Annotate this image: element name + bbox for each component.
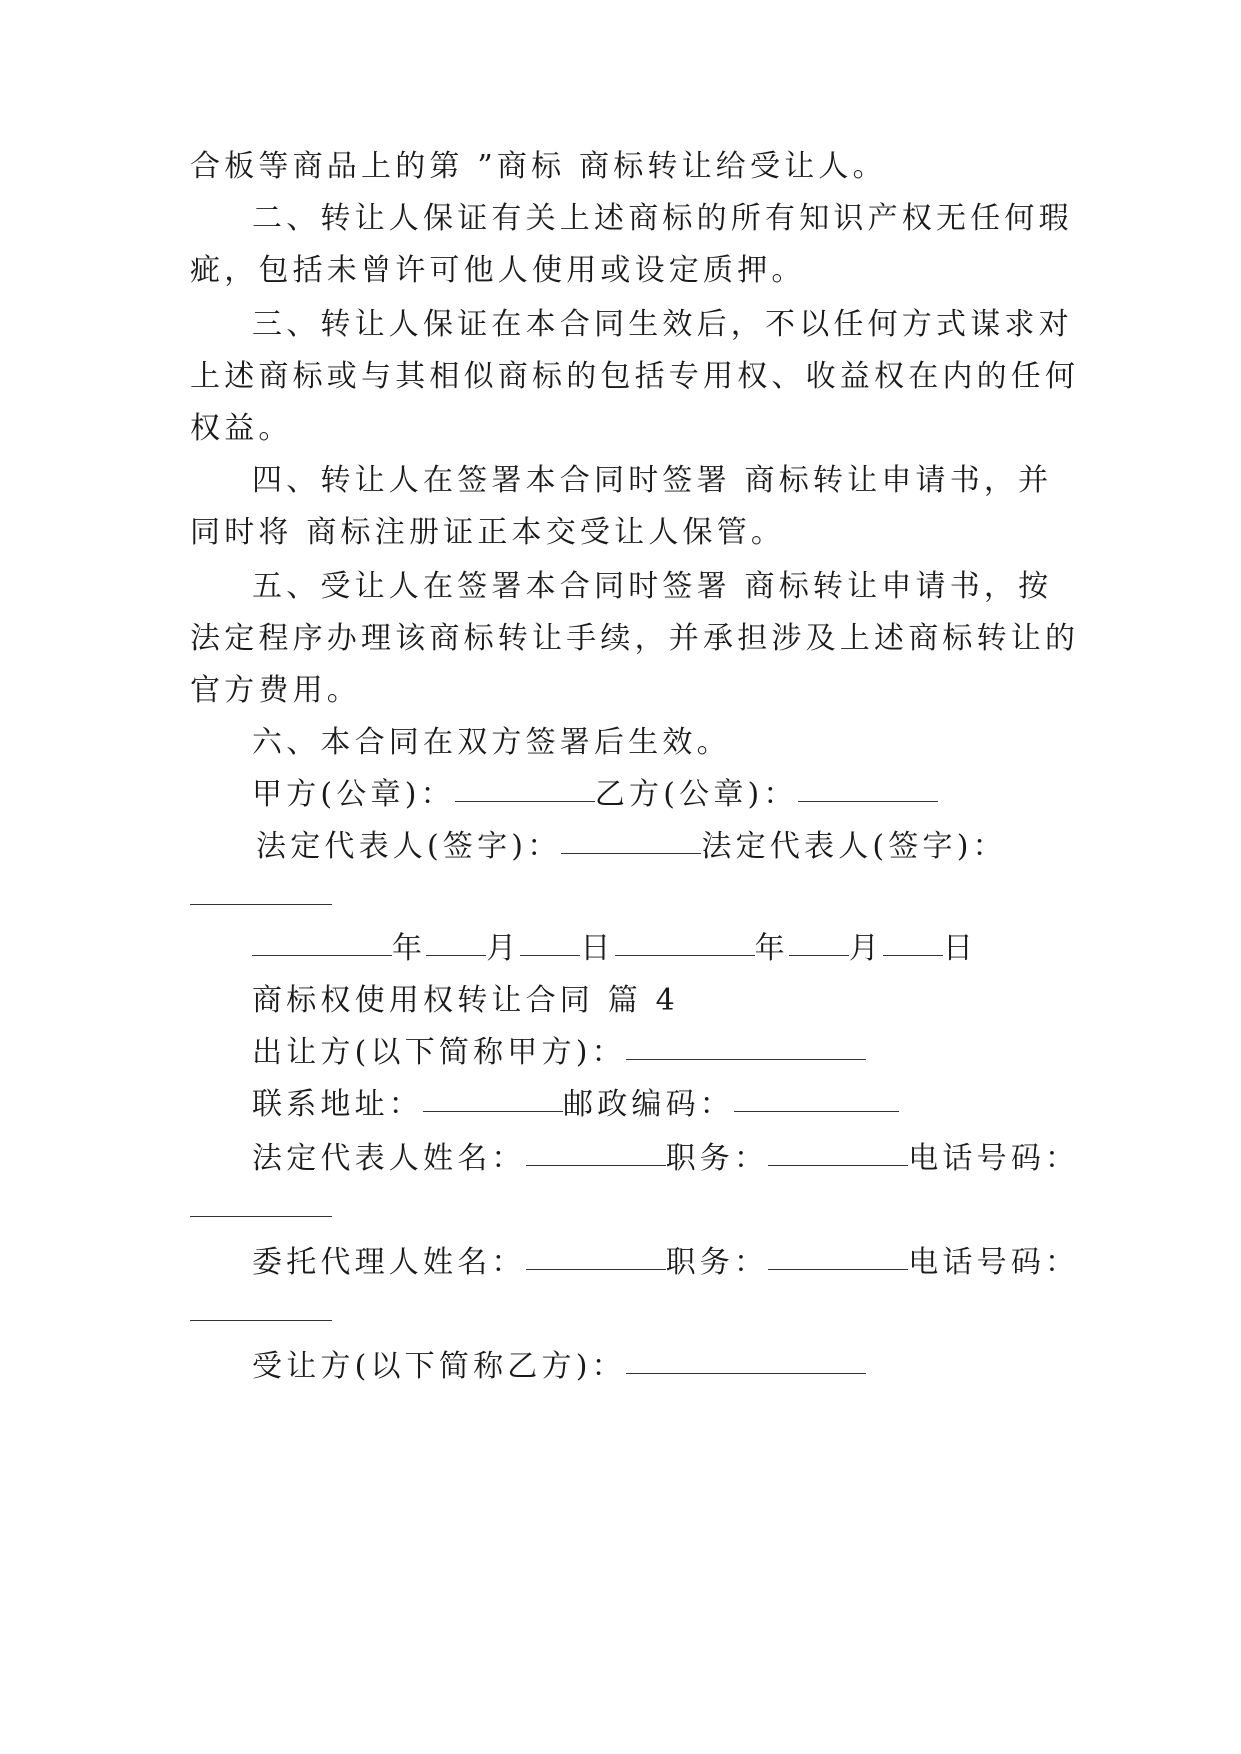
seal-line: [190, 775, 1070, 815]
date-blank: [789, 954, 849, 956]
legal-rep-sign-line: [190, 827, 1070, 867]
legal-rep-name-blank: [526, 1164, 666, 1166]
date-blank: [252, 954, 392, 956]
paragraph-line: 二、转让人保证有关上述商标的所有知识产权无任何瑕: [252, 201, 1073, 236]
party-a-seal-blank: [455, 800, 595, 802]
year-label: 年: [392, 931, 427, 966]
paragraph-line: 四、转让人在签署本合同时签署 商标转让申请书，并: [252, 463, 1053, 498]
date-blank: [615, 954, 755, 956]
date-blank: [520, 954, 580, 956]
phone-label: 电话号码：: [908, 1141, 1080, 1176]
legal-rep-info-line: [190, 1139, 1080, 1179]
party-b-seal-blank: [798, 800, 938, 802]
party-b-seal-label: 乙方(公章)：: [594, 777, 798, 812]
month-label: 月: [486, 931, 521, 966]
postal-code-label: 邮政编码：: [563, 1087, 734, 1122]
agent-name-label: 委托代理人姓名：: [252, 1245, 526, 1280]
month-label: 月: [848, 931, 884, 966]
phone-label: 电话号码：: [908, 1245, 1080, 1280]
transferee-label: 受让方(以下简称乙方)：: [252, 1349, 626, 1384]
paragraph-line: 六、本合同在双方签署后生效。: [252, 725, 731, 760]
date-blank: [883, 954, 943, 956]
transferor-label: 出让方(以下简称甲方)：: [252, 1035, 626, 1070]
date-blank: [426, 954, 486, 956]
agent-info-line: [190, 1243, 1080, 1283]
year-label: 年: [754, 931, 789, 966]
transferee-line: [190, 1347, 1070, 1387]
paragraph-line: 官方费用。: [190, 673, 361, 708]
legal-rep-sign-b-label: 法定代表人(签字)：: [701, 829, 1007, 864]
day-label: 日: [943, 931, 978, 966]
phone-blank: [190, 1216, 332, 1217]
paragraph-line: 上述商标或与其相似商标的包括专用权、收益权在内的任何: [190, 359, 1080, 394]
address-line: [190, 1085, 1070, 1125]
phone-blank: [190, 1320, 332, 1321]
position-label: 职务：: [665, 1141, 769, 1176]
paragraph-line: 三、转让人保证在本合同生效后，不以任何方式谋求对: [252, 307, 1073, 342]
paragraph-line: 法定程序办理该商标转让手续，并承担涉及上述商标转让的: [190, 621, 1080, 656]
legal-rep-sign-b-blank: [190, 904, 332, 905]
paragraph-line: 五、受让人在签署本合同时签署 商标转让申请书，按: [252, 569, 1053, 604]
position-label: 职务：: [665, 1245, 769, 1280]
date-line: [190, 929, 1070, 969]
paragraph-line: 合板等商品上的第 ”商标 商标转让给受让人。: [190, 149, 887, 184]
day-label: 日: [580, 931, 615, 966]
legal-rep-name-label: 法定代表人姓名：: [252, 1141, 526, 1176]
position-blank: [768, 1268, 908, 1270]
paragraph-line: 权益。: [190, 411, 293, 446]
transferee-blank: [626, 1372, 866, 1374]
legal-rep-sign-a-blank: [561, 852, 701, 854]
paragraph-line: 疵，包括未曾许可他人使用或设定质押。: [190, 253, 806, 288]
contact-address-label: 联系地址：: [252, 1087, 423, 1122]
contact-address-blank: [423, 1110, 563, 1112]
paragraph-line: 同时将 商标注册证正本交受让人保管。: [190, 515, 786, 550]
position-blank: [768, 1164, 908, 1166]
transferor-blank: [626, 1058, 866, 1060]
transferor-line: [190, 1033, 1070, 1073]
postal-code-blank: [734, 1110, 899, 1112]
legal-rep-sign-a-label: 法定代表人(签字)：: [256, 829, 562, 864]
agent-name-blank: [526, 1268, 666, 1270]
section-title: 商标权使用权转让合同 篇 4: [252, 983, 679, 1018]
party-a-seal-label: 甲方(公章)：: [252, 777, 455, 812]
